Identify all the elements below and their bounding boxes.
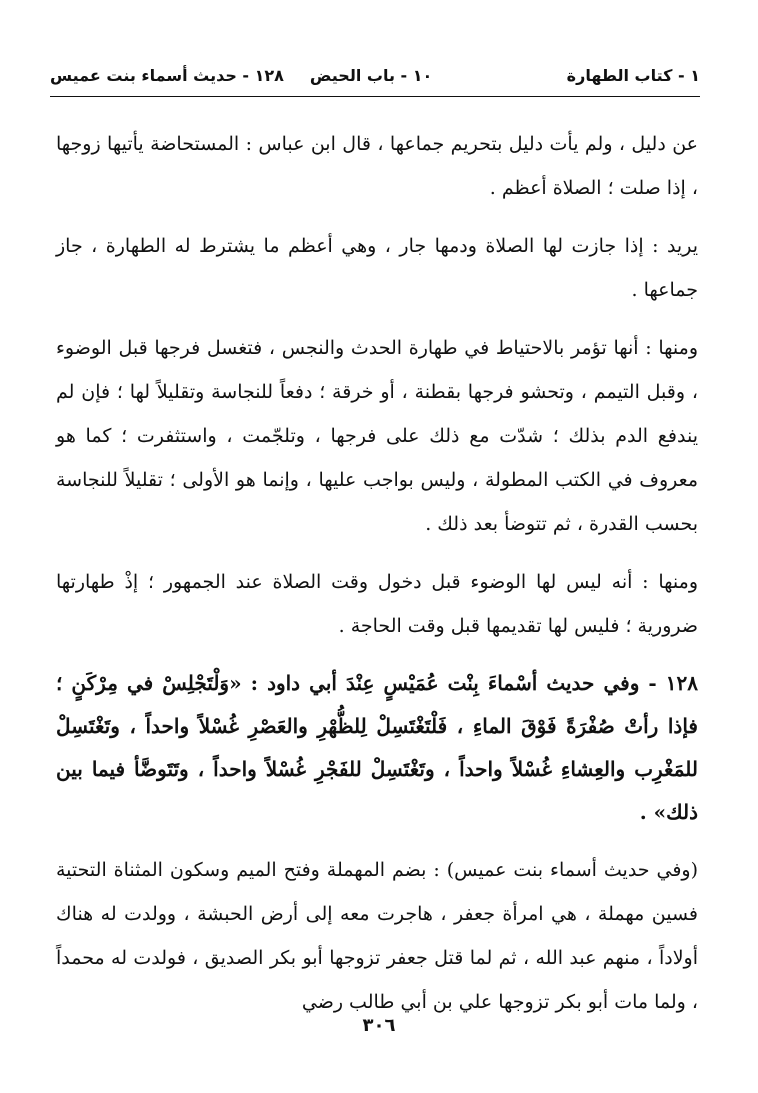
running-header (50, 60, 700, 90)
page-body (56, 122, 698, 1038)
paragraph-wudu-timing: ومنها : أنه ليس لها الوضوء قبل دخول وقت الصلاة عند الجمهور ؛ إذْ طهارتها ضرورية ؛ فليس لها تقديمها قبل وقت الحاجة . (56, 571, 698, 637)
header-bab: ١٠ - باب الحيض (309, 65, 433, 85)
page-number: ٣٠٦ (362, 1015, 396, 1036)
header-divider (50, 96, 700, 97)
commentary-text: (وفي حديث أسماء بنت عميس) : بضم المهملة وفتح الميم وسكون المثناة التحتية فسين مهملة ، هي امرأة جعفر ، هاجرت معه إلى أرض الحبشة ، وولدت له هناك أولاداً ، منهم عبد الله ، ثم لما قتل جعفر تزوجها أبو بكر الصديق ، فولدت له محمداً ، ولما مات أبو بكر تزوجها علي بن أبي طالب رضي (56, 859, 698, 1013)
header-section-group (50, 66, 432, 85)
paragraph-ibn-abbas-explanation: يريد : إذا جازت لها الصلاة ودمها جار ، وهي أعظم ما يشترط له الطهارة ، جاز جماعها . (56, 235, 698, 301)
paragraph-precautions: ومنها : أنها تؤمر بالاحتياط في طهارة الحدث والنجس ، فتغسل فرجها قبل الوضوء ، وقبل التيمم ، وتحشو فرجها بقطنة ، أو خرقة ؛ دفعاً للنجاسة وتقليلاً لها ؛ فإن لم يندفع الدم بذلك ؛ شدّت مع ذلك على فرجها ، وتلجّمت ، واستثفرت ؛ كما هو معروف في الكتب المطولة ، وليس بواجب عليها ، وإنما هو الأولى ؛ تقليلاً للنجاسة بحسب القدرة ، ثم تتوضأ بعد ذلك . (56, 337, 698, 535)
paragraph-continuation: عن دليل ، ولم يأت دليل بتحريم جماعها ، قال ابن عباس : المستحاضة يأتيها زوجها ، إذا صلت ؛ الصلاة أعظم . (56, 133, 698, 199)
hadith-text: ١٢٨ - وفي حديث أسْماءَ بِنْت عُمَيْسٍ عِنْدَ أبي داود : «وَلْتَجْلِسْ في مِرْكَنٍ ؛ فإذا رأتْ صُفْرَةً فَوْقَ الماءِ ، فَلْتَغْتَسِلْ لِلظُّهْرِ والعَصْرِ غُسْلاً واحداً ، وتَغْتَسِلْ للمَغْرِب والعِشاءِ غُسْلاً واحداً ، وتَغْتَسِلْ للفَجْرِ غُسْلاً واحداً ، وتَتَوضَّأ فيما بين ذلك» . (56, 671, 698, 824)
header-book-chapter: ١ - كتاب الطهارة (566, 65, 700, 85)
header-hadith-title: ١٢٨ - حديث أسماء بنت عميس (50, 65, 284, 85)
